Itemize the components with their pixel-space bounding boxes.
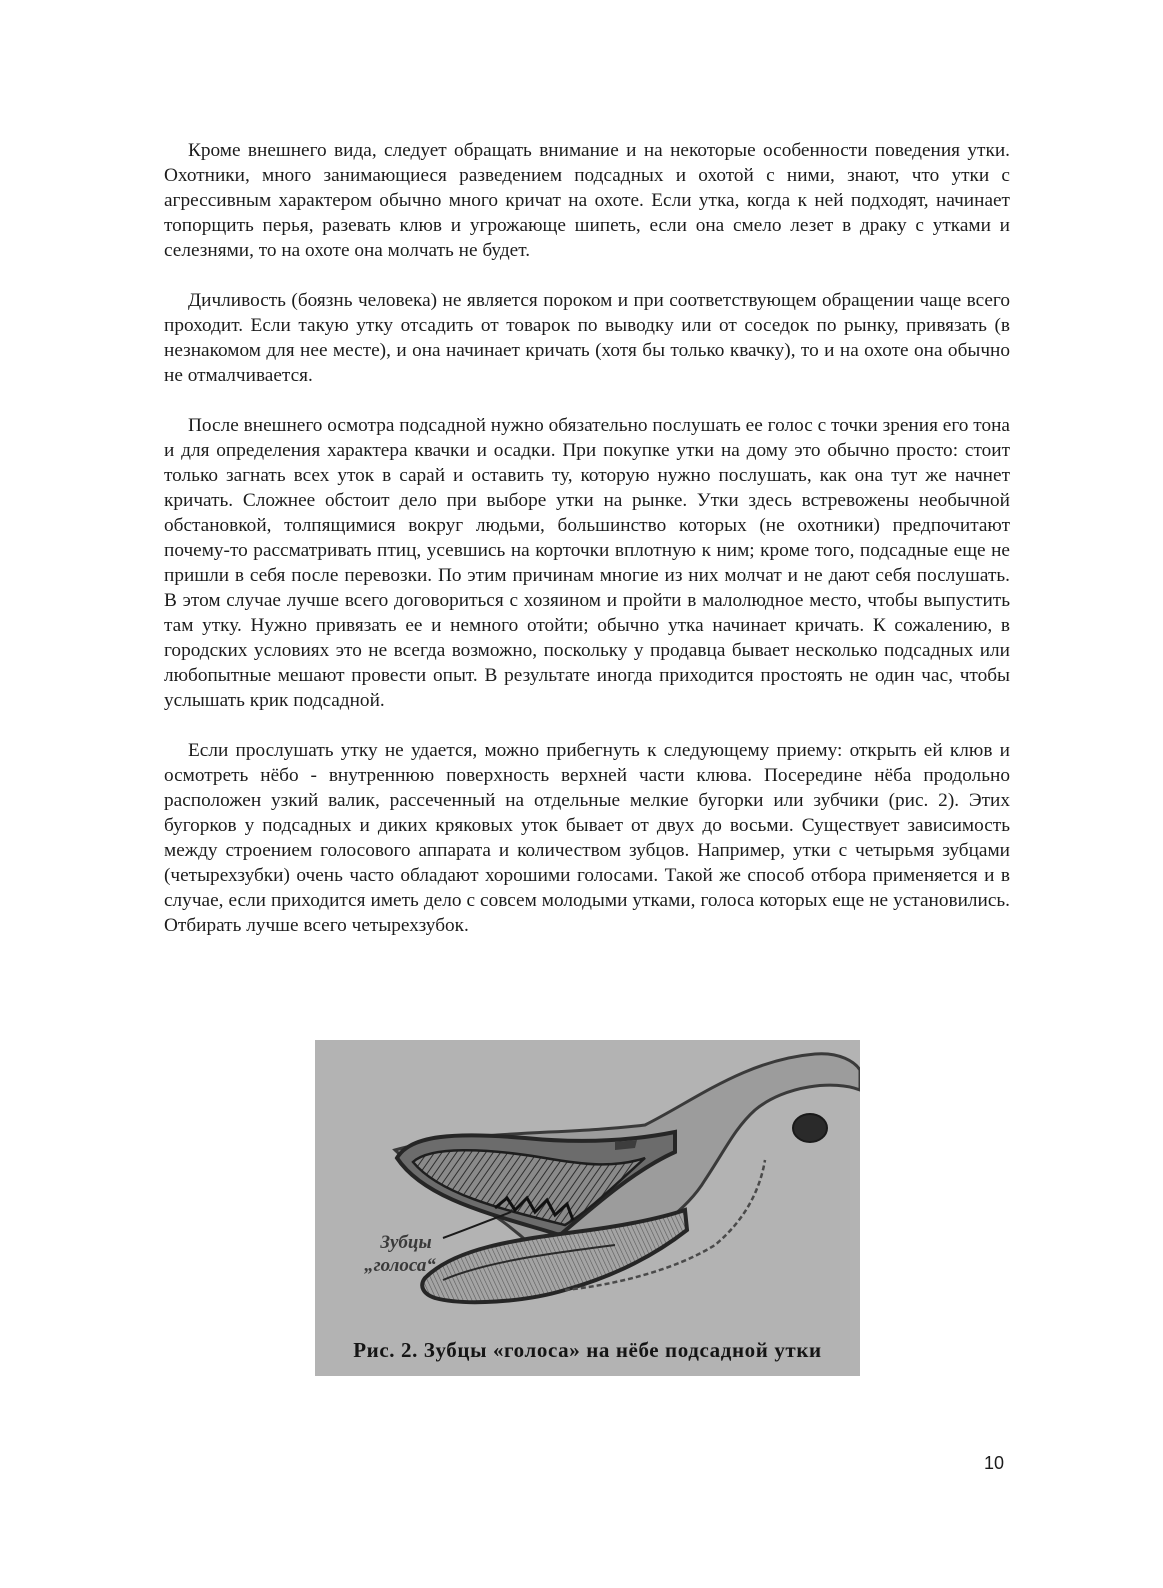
figure-caption: Рис. 2. Зубцы «голоса» на нёбе подсадной утки <box>353 1338 822 1362</box>
duck-eye <box>793 1114 827 1142</box>
page-number: 10 <box>984 1453 1005 1473</box>
figure-duck-beak <box>315 1040 860 1376</box>
paragraph-2: Дичливость (боязнь человека) не является пороком и при соответствующем обращении чаще всего проходит. Если такую утку отсадить от товарок по выводку или от соседок по рынку, привязать (в незнакомом для нее месте), и она начинает кричать (хотя бы только квачку), то и на охоте она обычно не отмалчивается. <box>164 290 1010 386</box>
callout-label-teeth: Зубцы <box>380 1232 432 1253</box>
paragraph-4: Если прослушать утку не удается, можно прибегнуть к следующему приему: открыть ей клюв и осмотреть нёбо - внутреннюю поверхность верхней части клюва. Посередине нёба продольно расположен узкий валик, рассеченный на отдельные мелкие бугорки или зубчики (рис. 2). Этих бугорков у подсадных и диких кряковых уток бывает от двух до восьми. Существует зависимость между строением голосового аппарата и количеством зубцов. Например, утки с четырьмя зубцами (четырехзубки) очень часто обладают хорошими голосами. Такой же способ отбора применяется и в случае, если приходится иметь дело с совсем молодыми утками, голоса которых еще не установились. Отбирать лучше всего четырехзубок. <box>164 740 1010 936</box>
body-text <box>164 138 1010 963</box>
duck-beak-illustration <box>315 1040 860 1376</box>
callout-label-voice: „голоса“ <box>364 1255 436 1276</box>
paragraph-1: Кроме внешнего вида, следует обращать внимание и на некоторые особенности поведения утки. Охотники, много занимающиеся разведением подсадных и охотой с ними, знают, что утки с агрессивным характером обычно много кричат на охоте. Если утка, когда к ней подходят, начинает топорщить перья, разевать клюв и угрожающе шипеть, если она смело лезет в драку с утками и селезнями, то на охоте она молчать не будет. <box>164 140 1010 261</box>
paragraph-3: После внешнего осмотра подсадной нужно обязательно послушать ее голос с точки зрения его тона и для определения характера квачки и осадки. При покупке утки на дому это обычно просто: стоит только загнать всех уток в сарай и оставить ту, которую нужно послушать, как она тут же начнет кричать. Сложнее обстоит дело при выборе утки на рынке. Утки здесь встревожены необычной обстановкой, толпящимися вокруг людьми, большинство которых (не охотники) предпочитают почему-то рассматривать птиц, усевшись на корточки вплотную к ним; кроме того, подсадные еще не пришли в себя после перевозки. По этим причинам многие из них молчат и не дают себя послушать. В этом случае лучше всего договориться с хозяином и пройти в малолюдное место, чтобы выпустить там утку. Нужно привязать ее и немного отойти; обычно утка начинает кричать. К сожалению, в городских условиях это не всегда возможно, поскольку у продавца бывает несколько подсадных или любопытные мешают провести опыт. В результате иногда приходится простоять не один час, чтобы услышать крик подсадной. <box>164 415 1010 711</box>
